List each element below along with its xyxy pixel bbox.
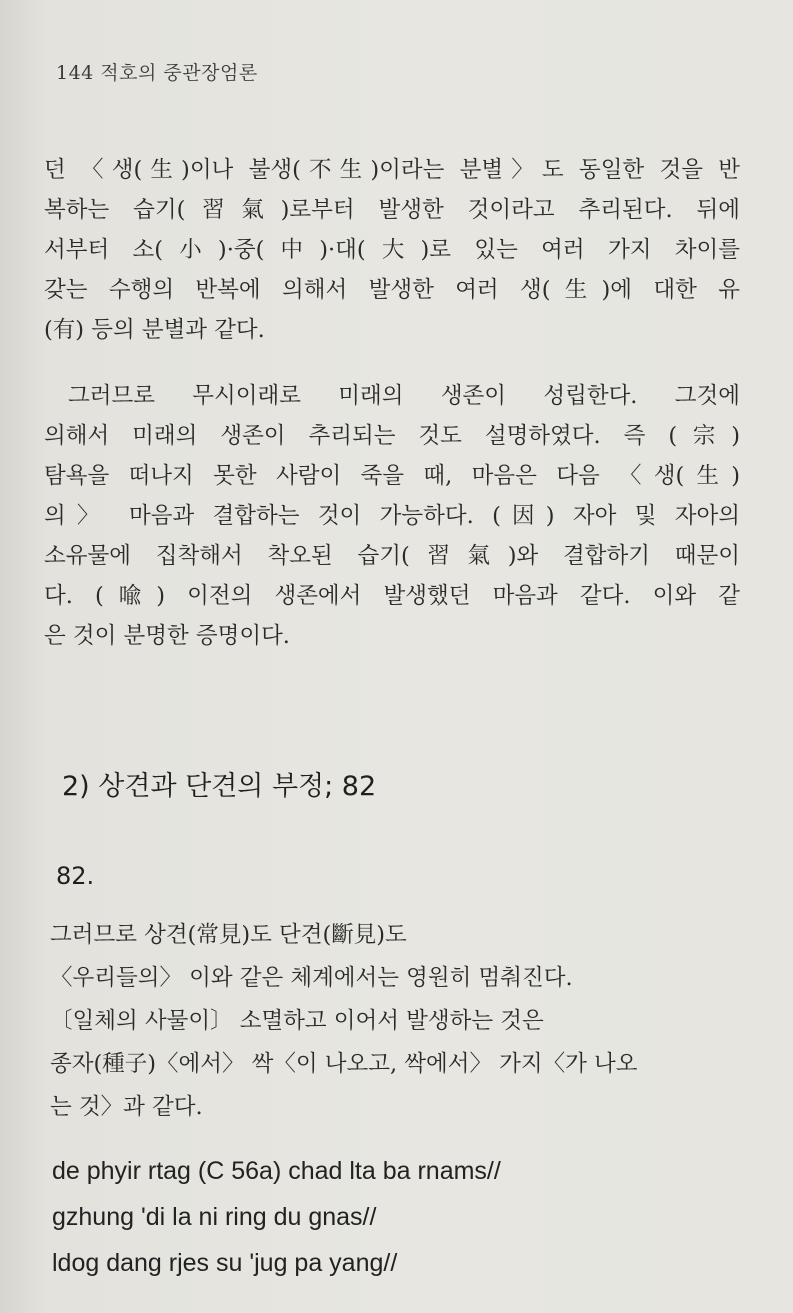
section-heading: 2) 상견과 단견의 부정; 82 — [62, 771, 377, 802]
paragraph-line: 던 〈생(生)이나 불생(不生)이라는 분별〉도 동일한 것을 반 — [44, 157, 740, 183]
verse-line: 종자(種子)〈에서〉 싹〈이 나오고, 싹에서〉 가지〈가 나오 — [50, 1051, 638, 1077]
paragraph-line: 서부터 소(小)·중(中)·대(大)로 있는 여러 가지 차이를 — [44, 237, 740, 263]
body-paragraph-1 — [44, 150, 740, 350]
paragraph-line: 탐욕을 떠나지 못한 사람이 죽을 때, 마음은 다음 〈생(生) — [44, 463, 740, 489]
verse-line: 〈우리들의〉 이와 같은 체계에서는 영원히 멈춰진다. — [50, 965, 573, 991]
body-paragraph-2 — [44, 376, 740, 656]
transliteration-line: ldog dang rjes su 'jug pa yang// — [52, 1249, 398, 1277]
running-head: 144 적호의 중관장엄론 — [56, 62, 258, 84]
paragraph-line: 그러므로 무시이래로 미래의 생존이 성립한다. 그것에 — [68, 383, 740, 409]
paragraph-line: 은 것이 분명한 증명이다. — [44, 623, 290, 649]
paragraph-line: (有) 등의 분별과 같다. — [44, 317, 265, 343]
paragraph-line: 갖는 수행의 반복에 의해서 발생한 여러 생(生)에 대한 유 — [44, 277, 740, 303]
transliteration-line: de phyir rtag (C 56a) chad lta ba rnams// — [52, 1157, 501, 1185]
paragraph-line: 소유물에 집착해서 착오된 습기(習氣)와 결합하기 때문이 — [44, 543, 740, 569]
verse-number: 82. — [56, 862, 95, 890]
verse-line: 〔일체의 사물이〕 소멸하고 이어서 발생하는 것은 — [50, 1008, 544, 1034]
paragraph-line: 복하는 습기(習氣)로부터 발생한 것이라고 추리된다. 뒤에 — [44, 197, 740, 223]
paragraph-line: 의〉 마음과 결합하는 것이 가능하다. (因) 자아 및 자아의 — [44, 503, 740, 529]
paragraph-line: 다. (喩) 이전의 생존에서 발생했던 마음과 같다. 이와 같 — [44, 583, 740, 609]
verse-line: 그러므로 상견(常見)도 단견(斷見)도 — [50, 922, 407, 948]
transliteration-line: gzhung 'di la ni ring du gnas// — [52, 1203, 377, 1231]
tibetan-transliteration — [52, 1148, 752, 1286]
verse-line: 는 것〉과 같다. — [50, 1094, 203, 1120]
verse-translation — [50, 914, 750, 1129]
paragraph-line: 의해서 미래의 생존이 추리되는 것도 설명하였다. 즉 (宗) — [44, 423, 740, 449]
